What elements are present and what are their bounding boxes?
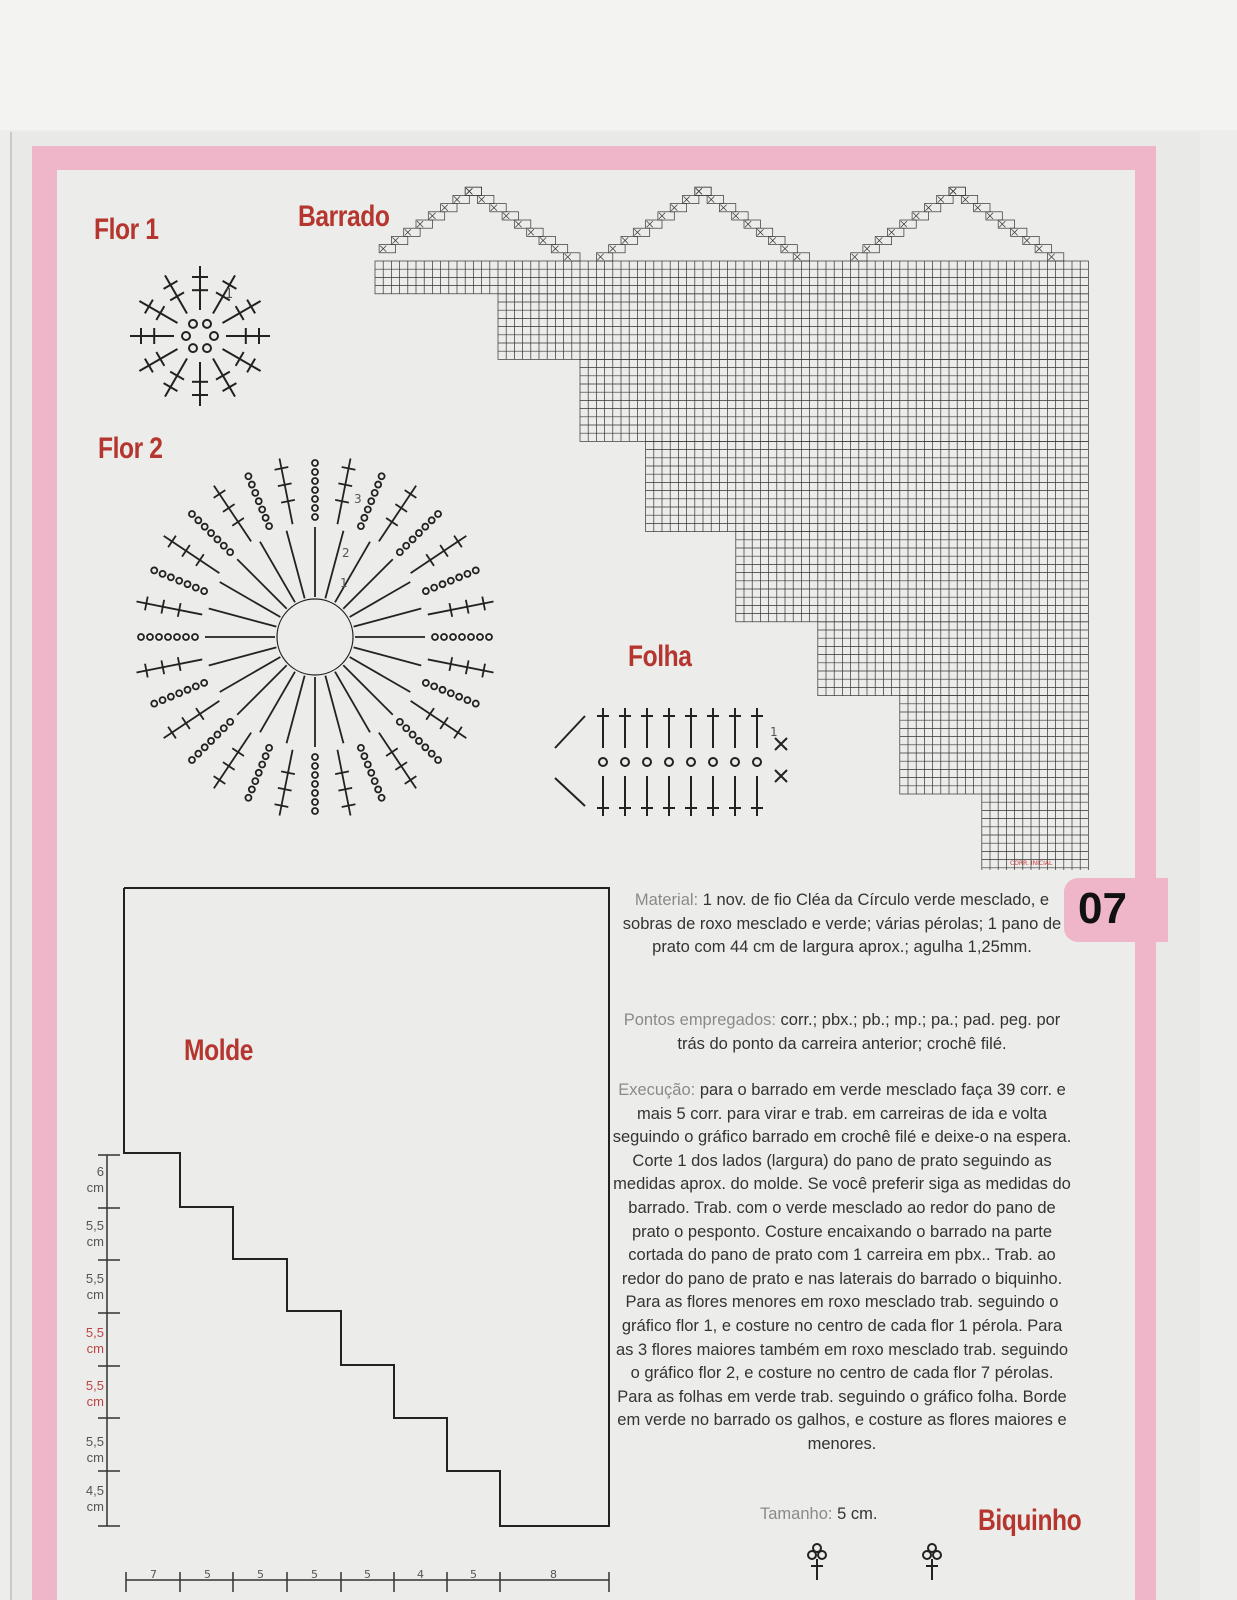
execucao-label: Execução: xyxy=(618,1081,696,1099)
flor2-round-marker-1: 1 xyxy=(340,576,348,590)
molde-chart xyxy=(90,880,620,1600)
pontos-label: Pontos empregados: xyxy=(623,1011,776,1029)
material-label: Material: xyxy=(634,891,699,909)
molde-step-label: 5,5 cm xyxy=(85,1218,104,1249)
page-number: 07 xyxy=(1078,884,1127,933)
flor2-round-marker-2: 2 xyxy=(342,546,350,560)
molde-step-label: 5,5 cm xyxy=(85,1325,104,1356)
pontos-text: corr.; pbx.; pb.; mp.; pa.; pad. peg. por trás do ponto da carreira anterior; crochê filé. xyxy=(677,1011,1061,1053)
molde-bottom-label: 5 xyxy=(257,1568,264,1581)
molde-step-label: 5,5 cm xyxy=(85,1378,104,1409)
molde-bottom-label: 5 xyxy=(204,1568,211,1581)
molde-title: Molde xyxy=(184,1034,254,1067)
molde-step-label: 6 cm xyxy=(86,1164,104,1195)
barrado-start-note: CORR. INICIAL xyxy=(1010,860,1053,867)
material-paragraph xyxy=(612,889,1072,960)
material-text: 1 nov. de fio Cléa da Círculo verde mesclado, e sobras de roxo mesclado e verde; várias pérolas; 1 pano de prato com 44 cm de largura aprox.; agulha 1,25mm. xyxy=(622,891,1062,957)
tamanho-label: Tamanho: xyxy=(760,1505,833,1523)
folha-chart xyxy=(545,698,800,823)
pontos-paragraph xyxy=(612,1009,1072,1056)
barrado-title: Barrado xyxy=(298,200,390,233)
molde-outline xyxy=(124,888,609,1526)
biquinho-chart xyxy=(800,1540,960,1595)
execucao-text: para o barrado em verde mesclado faça 39 corr. e mais 5 corr. para virar e trab. em carreiras de ida e volta seguindo o gráfico barrado em crochê filé e deixe-o na espera. Corte 1 dos lados (largura) do pano de prato seguindo as medidas aprox. do molde. Se você preferir siga as medidas do barrado. Trab. com o verde mesclado ao redor do pano de prato o pesponto. Costure encaixando o barrado na parte cortada do pano de prato com 1 carreira em pbx.. Trab. ao redor do pano de prato e nas laterais do barrado o biquinho. Para as flores menores em roxo mesclado trab. seguindo o gráfico flor 1, e costure no centro de cada flor 1 pérola. Para as 3 flores maiores também em roxo mesclado trab. seguindo o gráfico flor 2, e costure no centro de cada flor 7 pérolas. Para as folhas em verde trab. seguindo o gráfico folha. Borde em verde no barrado os galhos, e costure as flores maiores e menores. xyxy=(612,1081,1072,1453)
molde-bottom-label: 7 xyxy=(150,1568,157,1581)
biquinho-title: Biquinho xyxy=(978,1504,1082,1537)
folha-row-marker: 1 xyxy=(770,725,778,739)
molde-step-label: 5,5 cm xyxy=(85,1271,104,1302)
flor2-round-marker-3: 3 xyxy=(354,492,362,506)
molde-step-label: 5,5 cm xyxy=(85,1434,104,1465)
scan-background xyxy=(0,0,1237,130)
folha-title: Folha xyxy=(628,640,692,673)
tamanho-line xyxy=(760,1505,877,1524)
tamanho-text: 5 cm. xyxy=(837,1505,878,1523)
molde-step-label: 4,5 cm xyxy=(85,1483,104,1514)
molde-bottom-label: 5 xyxy=(470,1568,477,1581)
flor1-round-marker: 1 xyxy=(225,287,234,302)
execucao-paragraph xyxy=(612,1079,1072,1457)
molde-bottom-label: 4 xyxy=(417,1568,424,1581)
molde-bottom-label: 5 xyxy=(311,1568,318,1581)
molde-bottom-label: 5 xyxy=(364,1568,371,1581)
page-number-tab xyxy=(1064,878,1168,942)
flor1-title: Flor 1 xyxy=(94,213,159,246)
flor1-chart xyxy=(125,258,275,413)
molde-bottom-label: 8 xyxy=(550,1568,557,1581)
flor2-title: Flor 2 xyxy=(98,432,163,465)
